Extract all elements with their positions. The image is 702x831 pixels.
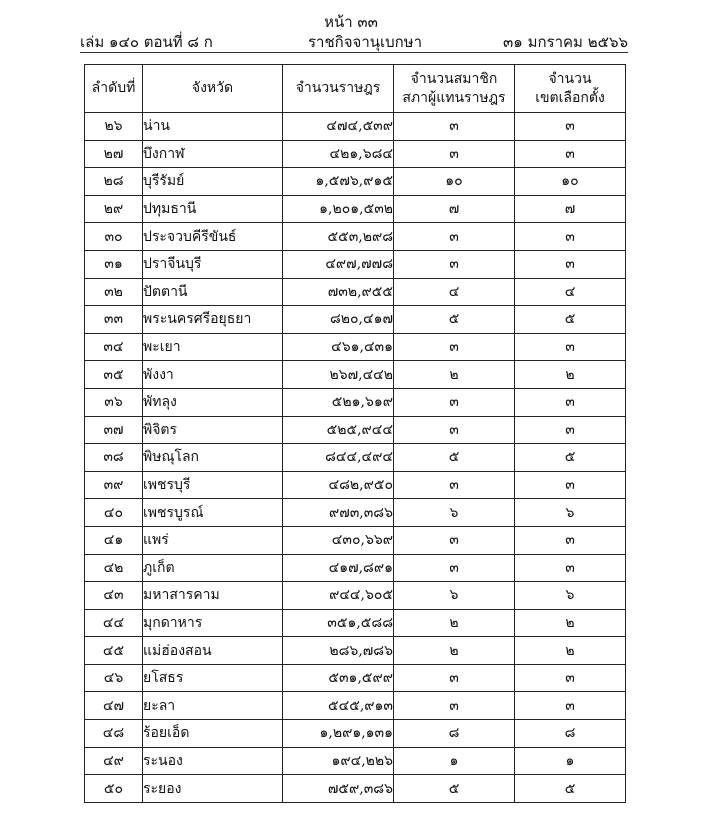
publication-title: ราชกิจจานุเบกษา [308,33,423,51]
population-cell: ๔๙๗,๗๗๘ [283,250,394,278]
districts-cell: ๗ [515,195,626,223]
province-cell: น่าน [143,113,283,141]
table-row [85,223,626,251]
order-cell: ๓๐ [85,223,143,251]
table-row [85,775,626,803]
province-cell: เพชรบุรี [143,471,283,499]
province-cell: บึงกาฬ [143,140,283,168]
districts-cell: ๑๐ [515,168,626,196]
population-cell: ๑๙๔,๒๒๖ [283,747,394,775]
table-row [85,278,626,306]
province-cell: พระนครศรีอยุธยา [143,306,283,334]
order-cell: ๓๙ [85,471,143,499]
table-row [85,471,626,499]
population-cell: ๒๖๗,๔๔๒ [283,361,394,389]
districts-cell: ๓ [515,664,626,692]
table-row [85,720,626,748]
table-row [85,692,626,720]
members-cell: ๓ [394,554,515,582]
order-cell: ๔๑ [85,526,143,554]
districts-cell: ๓ [515,140,626,168]
population-cell: ๔๒๑,๖๘๔ [283,140,394,168]
header-text-line: จังหวัด [191,80,234,96]
members-cell: ๗ [394,195,515,223]
districts-cell: ๓ [515,113,626,141]
table-row [85,582,626,610]
order-cell: ๓๘ [85,444,143,472]
population-cell: ๘๒๐,๔๑๗ [283,306,394,334]
members-cell: ๖ [394,582,515,610]
districts-cell: ๓ [515,692,626,720]
header-text-line: สภาผู้แทนราษฎร [402,89,506,106]
province-cell: ระนอง [143,747,283,775]
order-cell: ๒๘ [85,168,143,196]
table-row [85,168,626,196]
order-cell: ๕๐ [85,775,143,803]
province-cell: ร้อยเอ็ด [143,720,283,748]
population-cell: ๙๗๓,๓๘๖ [283,499,394,527]
province-cell: พัทลุง [143,388,283,416]
members-cell: ๑๐ [394,168,515,196]
table-row [85,113,626,141]
province-cell: พะเยา [143,333,283,361]
members-cell: ๓ [394,388,515,416]
province-cell: ภูเก็ต [143,554,283,582]
members-cell: ๓ [394,664,515,692]
table-row [85,747,626,775]
order-cell: ๔๖ [85,664,143,692]
districts-cell: ๓ [515,333,626,361]
table-row [85,664,626,692]
districts-cell: ๕ [515,306,626,334]
population-cell: ๕๒๑,๖๑๙ [283,388,394,416]
members-cell: ๓ [394,471,515,499]
order-cell: ๓๓ [85,306,143,334]
province-cell: ปทุมธานี [143,195,283,223]
province-cell: ปัตตานี [143,278,283,306]
members-cell: ๓ [394,692,515,720]
districts-cell: ๓ [515,223,626,251]
members-cell: ๕ [394,306,515,334]
order-cell: ๔๙ [85,747,143,775]
population-cell: ๔๑๗,๘๙๑ [283,554,394,582]
order-cell: ๔๐ [85,499,143,527]
volume-issue: เล่ม ๑๔๐ ตอนที่ ๘ ก [80,33,213,51]
population-cell: ๓๕๑,๕๘๘ [283,609,394,637]
province-cell: ยโสธร [143,664,283,692]
gazette-header [80,30,628,50]
table-row [85,250,626,278]
population-cell: ๔๗๔,๕๓๙ [283,113,394,141]
table-header-row [85,65,626,113]
population-cell: ๕๓๑,๕๙๙ [283,664,394,692]
table-row [85,195,626,223]
table-row [85,637,626,665]
members-cell: ๒ [394,361,515,389]
header-text-line: จำนวน [548,70,592,87]
population-cell: ๗๕๙,๓๘๖ [283,775,394,803]
order-cell: ๔๔ [85,609,143,637]
members-cell: ๘ [394,720,515,748]
population-cell: ๙๔๔,๖๐๕ [283,582,394,610]
table-row [85,609,626,637]
province-cell: ปราจีนบุรี [143,250,283,278]
members-cell: ๓ [394,333,515,361]
order-cell: ๓๕ [85,361,143,389]
order-cell: ๒๙ [85,195,143,223]
table-row [85,333,626,361]
province-cell: มุกดาหาร [143,609,283,637]
districts-cell: ๕ [515,775,626,803]
districts-cell: ๒ [515,609,626,637]
population-cell: ๕๔๕,๙๑๓ [283,692,394,720]
order-cell: ๔๓ [85,582,143,610]
province-cell: บุรีรัมย์ [143,168,283,196]
districts-cell: ๓ [515,554,626,582]
order-cell: ๒๖ [85,113,143,141]
table-row [85,306,626,334]
members-cell: ๓ [394,526,515,554]
districts-cell: ๒ [515,361,626,389]
province-cell: เพชรบูรณ์ [143,499,283,527]
table-row [85,140,626,168]
members-cell: ๒ [394,609,515,637]
districts-cell: ๖ [515,582,626,610]
districts-cell: ๕ [515,444,626,472]
publication-date: ๓๑ มกราคม ๒๕๖๖ [503,33,628,51]
province-cell: พังงา [143,361,283,389]
districts-cell: ๓ [515,388,626,416]
table-row [85,554,626,582]
header-order [85,65,143,113]
province-cell: ระยอง [143,775,283,803]
table-row [85,499,626,527]
members-cell: ๑ [394,747,515,775]
population-cell: ๔๘๒,๙๕๐ [283,471,394,499]
districts-cell: ๒ [515,637,626,665]
order-cell: ๔๘ [85,720,143,748]
table-row [85,416,626,444]
districts-cell: ๔ [515,278,626,306]
order-cell: ๓๗ [85,416,143,444]
districts-cell: ๓ [515,526,626,554]
table-row [85,444,626,472]
header-text-line: จำนวนราษฎร [295,80,381,96]
members-cell: ๓ [394,416,515,444]
districts-cell: ๘ [515,720,626,748]
districts-cell: ๑ [515,747,626,775]
constituency-table [84,64,626,803]
province-cell: พิษณุโลก [143,444,283,472]
members-cell: ๓ [394,140,515,168]
order-cell: ๓๒ [85,278,143,306]
members-cell: ๒ [394,637,515,665]
districts-cell: ๓ [515,250,626,278]
header-text-line: เขตเลือกตั้ง [535,89,605,106]
province-cell: ประจวบคีรีขันธ์ [143,223,283,251]
order-cell: ๓๖ [85,388,143,416]
table-row [85,526,626,554]
table-row [85,388,626,416]
population-cell: ๔๖๑,๔๓๑ [283,333,394,361]
province-cell: แพร่ [143,526,283,554]
population-cell: ๘๔๔,๔๙๔ [283,444,394,472]
members-cell: ๓ [394,223,515,251]
province-cell: ยะลา [143,692,283,720]
members-cell: ๕ [394,775,515,803]
order-cell: ๔๒ [85,554,143,582]
members-cell: ๖ [394,499,515,527]
province-cell: พิจิตร [143,416,283,444]
header-divider [80,52,628,53]
table-row [85,361,626,389]
districts-cell: ๓ [515,416,626,444]
order-cell: ๒๗ [85,140,143,168]
header-province [143,65,283,113]
population-cell: ๒๘๖,๗๘๖ [283,637,394,665]
population-cell: ๔๓๐,๖๖๙ [283,526,394,554]
table-body [85,113,626,803]
page-number: หน้า ๓๓ [324,13,378,31]
header-members [394,65,515,113]
header-population [283,65,394,113]
population-cell: ๑,๒๙๑,๑๓๑ [283,720,394,748]
members-cell: ๕ [394,444,515,472]
districts-cell: ๖ [515,499,626,527]
province-cell: แม่ฮ่องสอน [143,637,283,665]
members-cell: ๓ [394,250,515,278]
header-districts [515,65,626,113]
province-cell: มหาสารคาม [143,582,283,610]
population-cell: ๑,๒๐๑,๕๓๒ [283,195,394,223]
population-cell: ๕๕๓,๒๙๘ [283,223,394,251]
districts-cell: ๓ [515,471,626,499]
header-text-line: จำนวนสมาชิก [410,70,498,87]
population-cell: ๕๒๕,๙๔๔ [283,416,394,444]
order-cell: ๓๔ [85,333,143,361]
order-cell: ๓๑ [85,250,143,278]
members-cell: ๓ [394,113,515,141]
order-cell: ๔๗ [85,692,143,720]
order-cell: ๔๕ [85,637,143,665]
population-cell: ๑,๕๗๖,๙๑๕ [283,168,394,196]
header-text-line: ลำดับที่ [91,80,136,96]
population-cell: ๗๓๒,๙๕๕ [283,278,394,306]
members-cell: ๔ [394,278,515,306]
